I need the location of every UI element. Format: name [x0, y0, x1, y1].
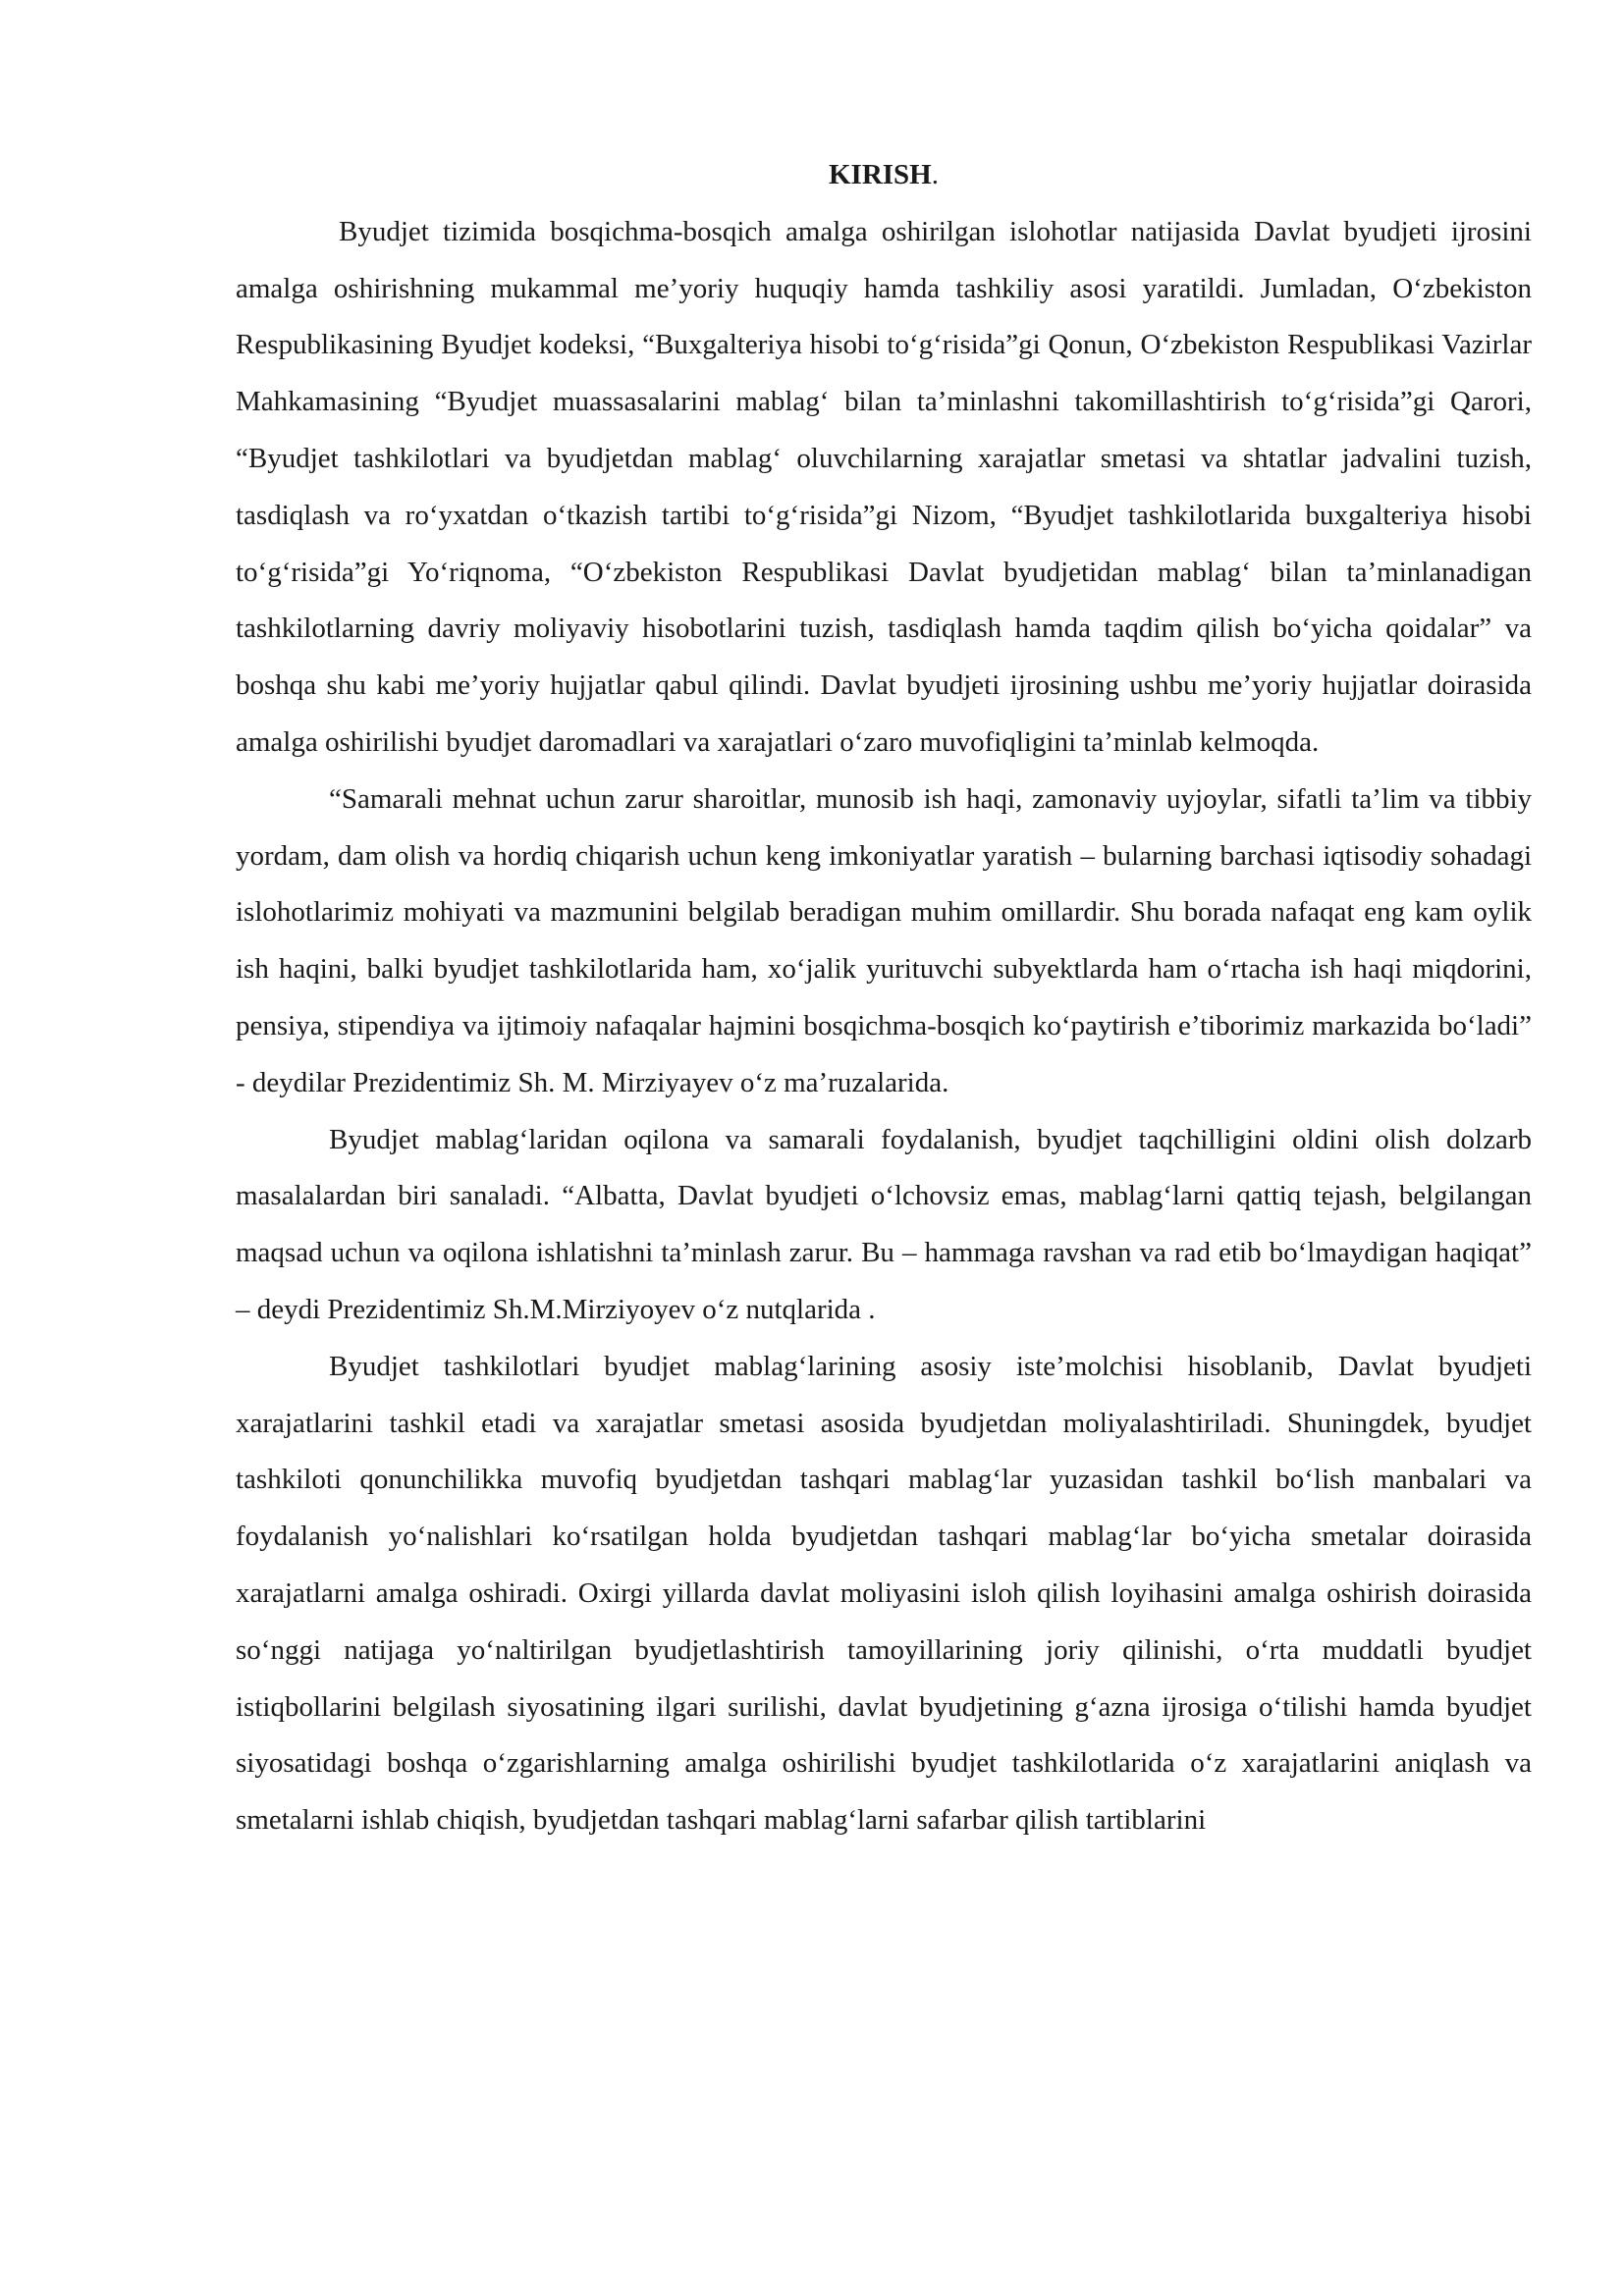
paragraph-4: Byudjet tashkilotlari byudjet mablag‘larining asosiy iste’molchisi hisoblanib, Davlat byudjeti xarajatlarini tashkil etadi va xarajatlar smetasi asosida byudjetdan moliyalashtiriladi. Shuningdek, byudjet tashkiloti qonunchilikka muvofiq byudjetdan tashqari mablag‘lar yuzasidan tashkil bo‘lish manbalari va foydalanish yo‘nalishlari ko‘rsatilgan holda byudjetdan tashqari mablag‘lar bo‘yicha smetalar doirasida xarajatlarni amalga oshiradi. Oxirgi yillarda davlat moliyasini isloh qilish loyihasini amalga oshirish doirasida so‘nggi natijaga yo‘naltirilgan byudjetlashtirish tamoyillarining joriy qilinishi, o‘rta muddatli byudjet istiqbollarini belgilash siyosatining ilgari surilishi, davlat byudjetining g‘azna ijrosiga o‘tilishi hamda byudjet siyosatidagi boshqa o‘zgarishlarning amalga oshirilishi byudjet tashkilotlarida o‘z xarajatlarini aniqlash va smetalarni ishlab chiqish, byudjetdan tashqari mablag‘larni safarbar qilish tartiblarini — [236, 1350, 1532, 1837]
paragraph-3: Byudjet mablag‘laridan oqilona va samarali foydalanish, byudjet taqchilligini oldini olish dolzarb masalalardan biri sanaladi. “Albatta, Davlat byudjeti o‘lchovsiz emas, mablag‘larni qattiq tejash, belgilangan maqsad uchun va oqilona ishlatishni ta’minlash zarur. Bu – hammaga ravshan va rad etib bo‘lmaydigan haqiqat” – deydi Prezidentimiz Sh.M.Mirziyoyev o‘z nutqlarida . — [236, 1123, 1532, 1325]
title-text: KIRISH — [828, 159, 932, 190]
paragraph-1: Byudjet tizimida bosqichma-bosqich amalga oshirilgan islohotlar natijasida Davlat byudjeti ijrosini amalga oshirishning mukammal me’yoriy huquqiy hamda tashkiliy asosi yaratildi. Jumladan, O‘zbekiston Respublikasining Byudjet kodeksi, “Buxgalteriya hisobi to‘g‘risida”gi Qonun, O‘zbekiston Respublikasi Vazirlar Mahkamasining “Byudjet muassasalarini mablag‘ bilan ta’minlashni takomillashtirish to‘g‘risida”gi Qarori, “Byudjet tashkilotlari va byudjetdan mablag‘ oluvchilarning xarajatlar smetasi va shtatlar jadvalini tuzish, tasdiqlash va ro‘yxatdan o‘tkazish tartibi to‘g‘risida”gi Nizom, “Byudjet tashkilotlarida buxgalteriya hisobi to‘g‘risida”gi Yo‘riqnoma, “O‘zbekiston Respublikasi Davlat byudjetidan mablag‘ bilan ta’minlanadigan tashkilotlarning davriy moliyaviy hisobotlarini tuzish, tasdiqlash hamda taqdim qilish bo‘yicha qoidalar” va boshqa shu kabi me’yoriy hujjatlar qabul qilindi. Davlat byudjeti ijrosining ushbu me’yoriy hujjatlar doirasida amalga oshirilishi byudjet daromadlari va xarajatlari o‘zaro muvofiqligini ta’minlab kelmoqda. — [236, 215, 1532, 758]
document-title — [236, 147, 1532, 204]
paragraph-2: “Samarali mehnat uchun zarur sharoitlar, munosib ish haqi, zamonaviy uyjoylar, sifatli ta’lim va tibbiy yordam, dam olish va hordiq chiqarish uchun keng imkoniyatlar yaratish – bularning barchasi iqtisodiy sohadagi islohotlarimiz mohiyati va mazmunini belgilab beradigan muhim omillardir. Shu borada nafaqat eng kam oylik ish haqini, balki byudjet tashkilotlarida ham, xo‘jalik yurituvchi subyektlarda ham o‘rtacha ish haqi miqdorini, pensiya, stipendiya va ijtimoiy nafaqalar hajmini bosqichma-bosqich ko‘paytirish e’tiborimiz markazida bo‘ladi” - deydilar Prezidentimiz Sh. M. Mirziyayev o‘z ma’ruzalarida. — [236, 782, 1532, 1098]
document-page — [236, 147, 1532, 1849]
title-dot: . — [931, 159, 939, 190]
